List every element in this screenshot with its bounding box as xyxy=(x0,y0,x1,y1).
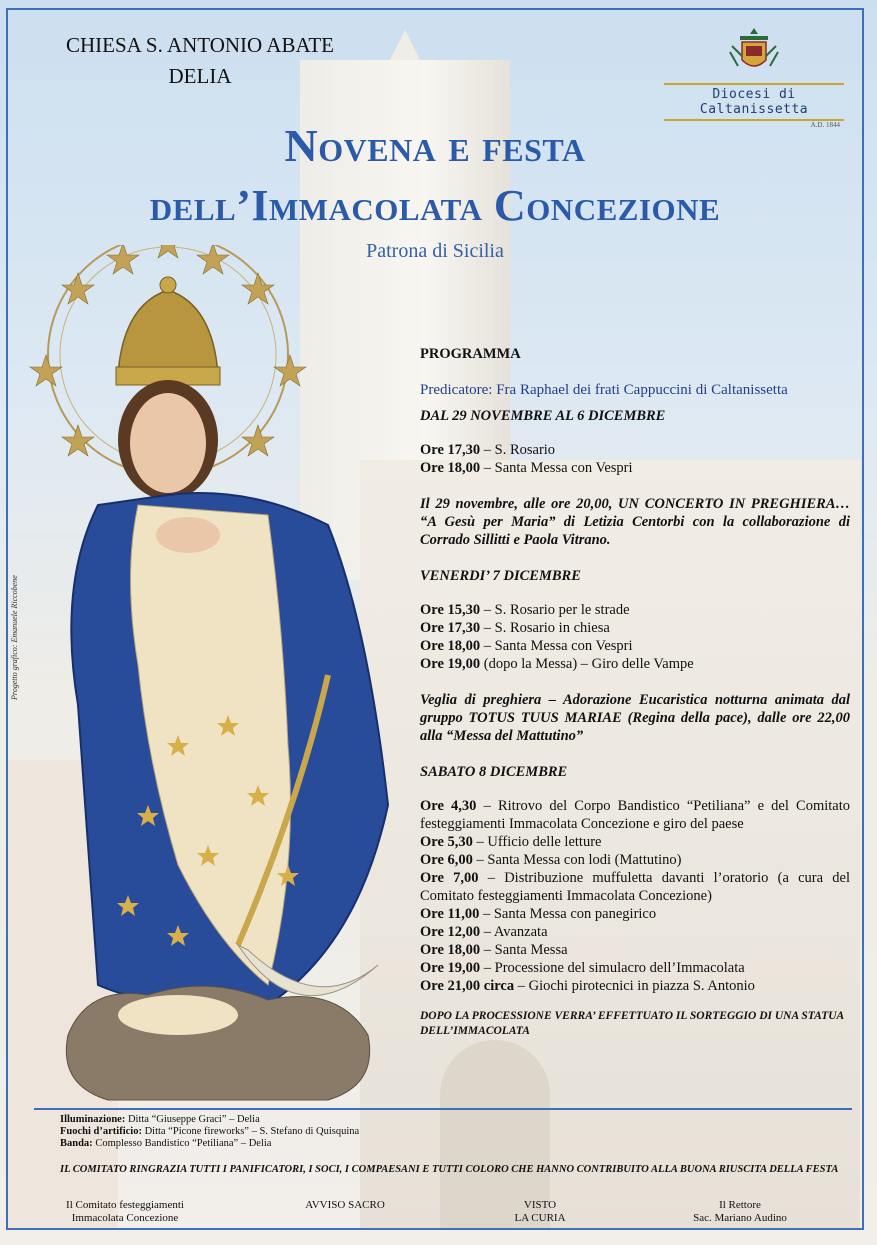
schedule-item: Ore 18,00 – Santa Messa con Vespri xyxy=(420,460,633,476)
schedule-item: Ore 12,00 – Avanzata xyxy=(420,924,548,940)
coat-of-arms-icon xyxy=(724,26,784,78)
schedule-item: Ore 19,00 – Processione del simulacro dell’Immacolata xyxy=(420,960,745,976)
schedule-item: Ore 17,30 – S. Rosario xyxy=(420,442,556,458)
program xyxy=(420,345,850,1039)
section-title: SABATO 8 DICEMBRE xyxy=(420,764,568,780)
section-title: VENERDI’ 7 DICEMBRE xyxy=(420,568,581,584)
footer-illuminazione: Illuminazione: Ditta “Giuseppe Graci” – Delia xyxy=(60,1114,260,1125)
schedule-item: Ore 18,00 – Santa Messa xyxy=(420,942,568,958)
section-note: Il 29 novembre, alle ore 20,00, UN CONCERTO IN PREGHIERA… “A Gesù per Maria” di Letizia Centorbi con la collaborazione di Corrado Sillitti e Paola Vitrano. xyxy=(420,496,850,548)
predicatore: Predicatore: Fra Raphael dei frati Cappuccini di Caltanissetta xyxy=(420,382,788,398)
schedule-item: Ore 15,30 – S. Rosario per le strade xyxy=(420,602,630,618)
church-town: DELIA xyxy=(168,64,232,88)
graphic-credit: Progetto grafico: Emanuele Riccobene xyxy=(10,575,19,700)
schedule-item: Ore 19,00 (dopo la Messa) – Giro delle Vampe xyxy=(420,656,694,672)
signature-committee: Il Comitato festeggiamenti Immacolata Concezione xyxy=(66,1199,184,1224)
section-note: DOPO LA PROCESSIONE VERRA’ EFFETTUATO IL SORTEGGIO DI UNA STATUA DELL’IMMACOLATA xyxy=(420,1010,844,1037)
schedule-item: Ore 6,00 – Santa Messa con lodi (Mattutino) xyxy=(420,852,682,868)
church-name xyxy=(40,30,360,92)
title-line2: dell’Immacolata Concezione xyxy=(149,181,721,230)
footer-banda: Banda: Complesso Bandistico “Petiliana” – Delia xyxy=(60,1138,272,1149)
page-subtitle: Patrona di Sicilia xyxy=(366,240,504,262)
page-title xyxy=(40,116,830,236)
program-heading: PROGRAMMA xyxy=(420,346,521,362)
schedule-item: Ore 7,00 – Distribuzione muffuletta davanti l’oratorio (a cura del Comitato festeggiamenti Immacolata Concezione) xyxy=(420,870,850,904)
schedule-item: Ore 11,00 – Santa Messa con panegirico xyxy=(420,906,657,922)
signature-rettore: Il Rettore Sac. Mariano Audino xyxy=(693,1199,787,1224)
signature-avviso: AVVISO SACRO xyxy=(305,1199,385,1211)
footer-fuochi: Fuochi d’artificio: Ditta “Picone fireworks” – S. Stefano di Quisquina xyxy=(60,1126,360,1137)
church-name-line1: CHIESA S. ANTONIO ABATE xyxy=(66,33,334,57)
title-line1: Novena e festa xyxy=(284,120,586,171)
schedule-item: Ore 17,30 – S. Rosario in chiesa xyxy=(420,620,610,636)
schedule-item: Ore 4,30 – Ritrovo del Corpo Bandistico “Petiliana” e del Comitato festeggiamenti Immacolata Concezione e giro del paese xyxy=(420,798,851,832)
schedule-item: Ore 21,00 circa – Giochi pirotecnici in piazza S. Antonio xyxy=(420,978,755,994)
schedule-item: Ore 18,00 – Santa Messa con Vespri xyxy=(420,638,633,654)
diocese-name: Diocesi di Caltanissetta xyxy=(664,83,844,121)
diocese-logo xyxy=(664,26,844,129)
footer-credits xyxy=(60,1114,860,1150)
signature-curia: VISTO LA CURIA xyxy=(514,1199,566,1224)
section-note: Veglia di preghiera – Adorazione Eucaristica notturna animata dal gruppo TOTUS TUUS MARIAE (Regina della pace), dalle ore 22,00 alla “Messa del Mattutino” xyxy=(420,692,850,744)
thanks-note: IL COMITATO RINGRAZIA TUTTI I PANIFICATORI, I SOCI, I COMPAESANI E TUTTI COLORO CHE HANNO CONTRIBUITO ALLA BUONA RIUSCITA DELLA FESTA xyxy=(60,1164,839,1175)
schedule-item: Ore 5,30 – Ufficio delle letture xyxy=(420,834,602,850)
footer-divider xyxy=(34,1108,852,1110)
diocese-year: A.D. 1844 xyxy=(810,121,840,129)
section-title: DAL 29 NOVEMBRE AL 6 DICEMBRE xyxy=(420,408,666,424)
